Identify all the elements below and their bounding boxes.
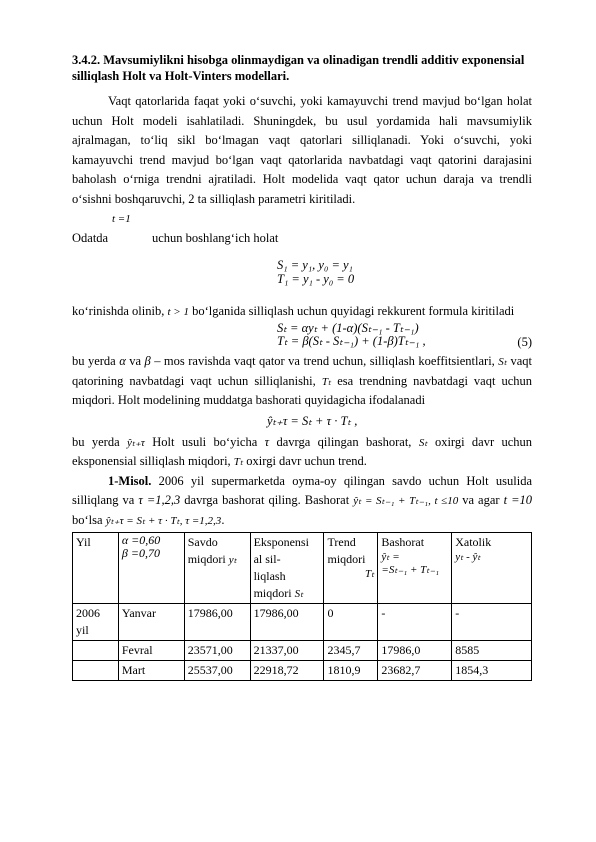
header-sales-l2: miqdori — [187, 552, 226, 566]
t-greater-one: t > 1 — [167, 306, 189, 318]
table-header-row — [73, 533, 532, 604]
beta-value: β =0,70 — [121, 546, 160, 560]
header-smoothing-l4: miqdori — [253, 586, 292, 600]
document-page — [72, 52, 532, 681]
header-sales-symbol: yₜ — [228, 554, 237, 566]
initial-condition-line — [72, 213, 532, 253]
explain-text-4: oxirgi davr uchun eksponensial silliqlash miqdori, — [72, 434, 533, 468]
example-label: 1-Misol. — [108, 473, 152, 488]
header-trend-l1: Trend — [327, 535, 356, 549]
cell-trend: 1810,9 — [324, 661, 378, 681]
header-sales-l1: Savdo — [187, 535, 218, 549]
header-year: Yil — [73, 533, 119, 604]
cell-smooth: 17986,00 — [250, 604, 324, 641]
explain-text-5: oxirgi davr uchun trend. — [246, 454, 367, 468]
forecast-explanation — [72, 433, 532, 472]
recurrence-suffix: bo‘lganida silliqlash uchun quyidagi rekkurent formula kiritiladi — [192, 304, 515, 318]
explain-text-1: bu yerda — [72, 434, 120, 449]
header-smoothing-l1: Eksponensi — [253, 535, 309, 549]
header-trend-l2: miqdori — [327, 552, 366, 566]
header-params — [118, 533, 184, 604]
cell-month: Yanvar — [118, 604, 184, 641]
recur-formula-line2: Tₜ = β(Sₜ - Sₜ₋₁) + (1-β)Tₜ₋₁ , — [277, 334, 426, 348]
beta-symbol: β — [144, 354, 151, 368]
table-row — [73, 604, 532, 641]
t-equals-one: t =1 — [112, 213, 131, 225]
coef-text-3: – mos ravishda vaqt qator va trend uchun, silliqlash koeffitsientlari, — [154, 354, 495, 368]
tau-symbol: τ — [264, 434, 270, 449]
section-heading: 3.4.2. Mavsumiylikni hisobga olinmaydigan va olinadigan trendli additiv exponensial silliqlash Holt va Holt-Vinters modellari. — [72, 53, 525, 83]
explain-text-3: davrga qilingan bashorat, — [276, 434, 412, 449]
cell-forecast: 17986,0 — [378, 641, 452, 661]
cell-month: Mart — [118, 661, 184, 681]
example-formula-1: ŷₜ = Sₜ₋₁ + Tₜ₋₁, t ≤10 — [353, 495, 459, 507]
explain-text-2: Holt usuli bo‘yicha — [152, 434, 258, 449]
table-row — [73, 641, 532, 661]
cell-smooth: 22918,72 — [250, 661, 324, 681]
t-equals-ten: t =10 — [503, 493, 533, 507]
cell-trend: 0 — [324, 604, 378, 641]
header-sales — [184, 533, 250, 604]
cell-trend: 2345,7 — [324, 641, 378, 661]
coef-text-4: vaqt qatorining navbatdagi vaqt uchun silliqlanishi, — [72, 354, 533, 388]
example-end: . — [221, 512, 225, 527]
tau-set: τ =1,2,3 — [138, 493, 181, 507]
tt-symbol-2: Tₜ — [233, 456, 244, 468]
example-text-1: 2006 yil supermarketda oyma-oy qilingan savdo uchun Holt usulida silliqlang va — [72, 473, 532, 507]
cell-forecast: 23682,7 — [378, 661, 452, 681]
holt-table — [72, 532, 532, 681]
cell-year — [73, 641, 119, 661]
header-smoothing — [250, 533, 324, 604]
recurrence-formula — [72, 320, 532, 350]
recurrence-intro — [72, 303, 532, 320]
cell-sales: 23571,00 — [184, 641, 250, 661]
example-formula-2: ŷₜ₊τ = Sₜ + τ · Tₜ, τ =1,2,3 — [105, 514, 222, 527]
cell-year — [73, 661, 119, 681]
init-formula-line1: S₁ = y₁, y₀ = y₁ — [277, 258, 353, 272]
header-error-l1: Xatolik — [455, 535, 492, 549]
header-trend — [324, 533, 378, 604]
header-smoothing-symbol: Sₜ — [294, 588, 304, 600]
header-error-l2: yₜ - ŷₜ — [455, 551, 481, 563]
header-trend-symbol: Tₜ — [365, 568, 375, 580]
coef-text-5: esa trendning navbatdagi vaqt uchun miqdori. Holt modelining muddatga bashorati quyidagicha ifodalanadi — [72, 373, 533, 407]
initial-formula — [72, 253, 532, 297]
cell-year: 2006 yil — [73, 604, 119, 641]
cell-error: 8585 — [452, 641, 532, 661]
cell-smooth: 21337,00 — [250, 641, 324, 661]
st-symbol: Sₜ — [498, 356, 508, 368]
recur-formula-line1: Sₜ = αyₜ + (1-α)(Sₜ₋₁ - Tₜ₋₁) — [277, 321, 419, 335]
alpha-value: α =0,60 — [121, 533, 161, 547]
header-error — [452, 533, 532, 604]
intro-paragraph: Vaqt qatorlarida faqat yoki o‘suvchi, yoki kamayuvchi trend mavjud bo‘lgan holat uchun Holt modeli isahlatiladi. Shuningdek, bu usul yordamida hali mavsumiylik ajralmagan, to‘liq sikl bo‘lmagan vaqt qatorlari silliqlanadi. Yoki o‘suvchi, yoki kamayuvchi trend mavjud bo‘lgan vaqt qatorlarida navbatdagi vaqt qatorini darajasini baholash o‘rniga trendni ajratiladi. Holt modelida vaqt qator uchun daraja va trendli o‘sishni boshqaruvchi, 2 ta silliqlash parametri kiritiladi. — [72, 94, 532, 206]
coef-text-1: bu yerda — [72, 354, 116, 368]
header-forecast-l1: Bashorat — [381, 535, 425, 549]
header-smoothing-l2: al sil- — [253, 552, 281, 566]
example-paragraph — [72, 472, 532, 531]
coef-text-2: va — [129, 354, 142, 368]
recurrence-prefix: ko‘rinishda olinib, — [72, 304, 165, 318]
odatda-label: Odatda — [72, 231, 109, 245]
example-text-4: bo‘lsa — [72, 512, 103, 527]
cell-error: - — [452, 604, 532, 641]
equation-number: (5) — [517, 335, 532, 349]
forecast-formula-block — [72, 411, 532, 433]
coefficients-paragraph — [72, 352, 532, 411]
cell-month: Fevral — [118, 641, 184, 661]
init-formula-line2: T₁ = y₁ - y₀ = 0 — [277, 272, 355, 286]
cell-sales: 25537,00 — [184, 661, 250, 681]
cell-sales: 17986,00 — [184, 604, 250, 641]
header-forecast-l3: =Sₜ₋₁ + Tₜ₋₁ — [381, 564, 440, 576]
example-text-2: davrga bashorat qiling. Bashorat — [184, 493, 350, 507]
tt-symbol: Tₜ — [321, 375, 332, 388]
header-forecast — [378, 533, 452, 604]
alpha-symbol: α — [119, 354, 126, 368]
st-symbol-2: Sₜ — [418, 436, 428, 449]
yhat-symbol: ŷₜ₊τ — [127, 436, 145, 449]
table-row — [73, 661, 532, 681]
example-text-3: va agar — [462, 493, 500, 507]
header-smoothing-l3: liqlash — [253, 569, 286, 583]
header-forecast-l2: ŷₜ = — [381, 551, 400, 563]
cell-forecast: - — [378, 604, 452, 641]
forecast-formula: ŷₜ₊τ = Sₜ + τ · Tₜ , — [267, 413, 358, 428]
odatda-suffix: uchun boshlang‘ich holat — [152, 231, 279, 245]
cell-error: 1854,3 — [452, 661, 532, 681]
